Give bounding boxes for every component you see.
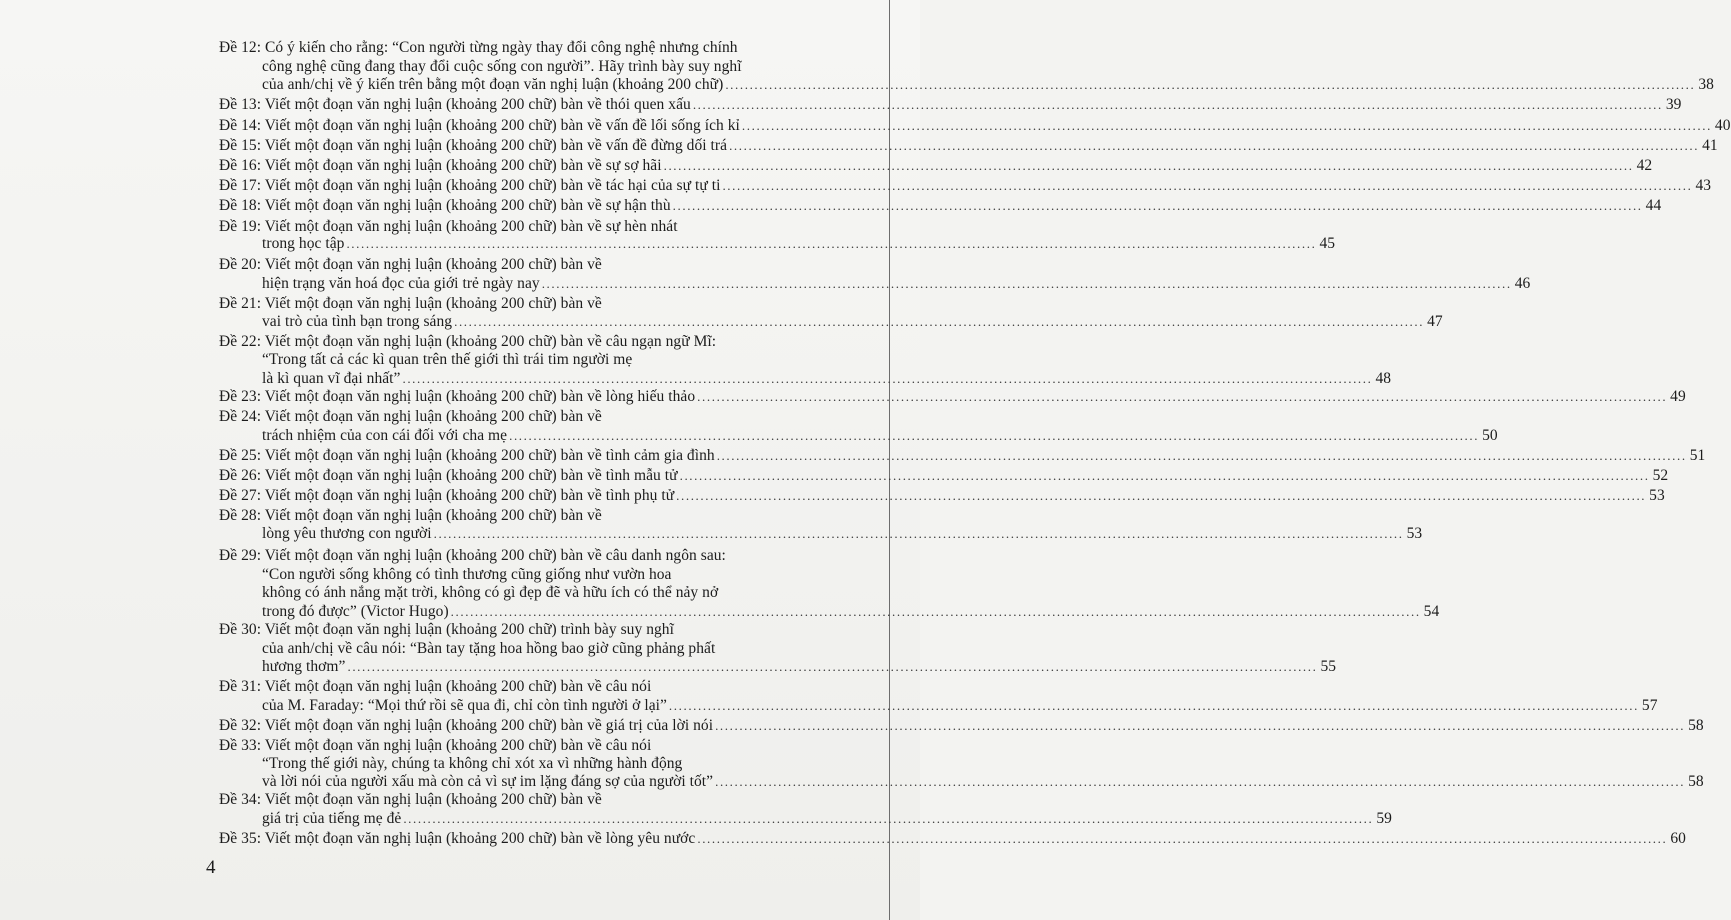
toc-entry-line: Đề 31: Viết một đoạn văn nghị luận (khoảng 200 chữ) bàn về câu nói [219, 678, 652, 695]
toc-entry-title: Đề 26: Viết một đoạn văn nghị luận (khoảng 200 chữ) bàn về tình mẫu tử [219, 467, 678, 484]
dot-leader: ........................................................................................................................................................................................................ [692, 97, 1663, 112]
dot-leader: ........................................................................................................................................................................................................ [715, 774, 1686, 789]
dot-leader: ........................................................................................................................................................................................................ [672, 198, 1643, 213]
page-number: 4 [206, 857, 216, 878]
toc-entry-row[interactable] [219, 388, 1686, 406]
toc-entry-row[interactable] [262, 76, 1714, 94]
toc-page-number: 53 [1649, 487, 1665, 504]
dot-leader: ........................................................................................................................................................................................................ [725, 77, 1696, 92]
dot-leader: ........................................................................................................................................................................................................ [454, 314, 1425, 329]
toc-entry-title: của M. Faraday: “Mọi thứ rồi sẽ qua đi, chỉ còn tình người ở lại” [262, 697, 667, 714]
toc-page-number: 54 [1423, 603, 1440, 620]
dot-leader: ........................................................................................................................................................................................................ [729, 138, 1700, 153]
toc-entry-title: Đề 32: Viết một đoạn văn nghị luận (khoảng 200 chữ) bàn về giá trị của lời nói [219, 717, 714, 734]
toc-entry-line: của anh/chị về câu nói: “Bàn tay tặng hoa hồng bao giờ cũng phảng phất [262, 640, 716, 657]
toc-entry-title: Đề 14: Viết một đoạn văn nghị luận (khoảng 200 chữ) bàn về vấn đề lối sống ích kỉ [219, 117, 740, 134]
toc-entry-title: trong đó được” (Victor Hugo) [262, 603, 449, 620]
dot-leader: ........................................................................................................................................................................................................ [741, 118, 1712, 133]
toc-entry-row[interactable] [262, 370, 1392, 388]
dot-leader: ........................................................................................................................................................................................................ [403, 811, 1374, 826]
dot-leader: ........................................................................................................................................................................................................ [433, 526, 1404, 541]
toc-page-number: 40 [1714, 117, 1731, 134]
toc-entry-title: Đề 27: Viết một đoạn văn nghị luận (khoảng 200 chữ) bàn về tình phụ tử [219, 487, 675, 504]
toc-page-number: 38 [1698, 76, 1714, 93]
dot-leader: ........................................................................................................................................................................................................ [509, 428, 1480, 443]
toc-entry-row[interactable] [262, 275, 1531, 293]
toc-entry-line: Đề 33: Viết một đoạn văn nghị luận (khoảng 200 chữ) bàn về câu nói [219, 737, 652, 754]
toc-entry-row[interactable] [262, 525, 1423, 543]
toc-entry-row[interactable] [262, 427, 1498, 445]
toc-entry-line: Đề 20: Viết một đoạn văn nghị luận (khoảng 200 chữ) bàn về [219, 256, 602, 273]
toc-page-number: 39 [1665, 96, 1682, 113]
dot-leader: ........................................................................................................................................................................................................ [679, 468, 1650, 483]
toc-entry-line: Đề 24: Viết một đoạn văn nghị luận (khoảng 200 chữ) bàn về [219, 408, 602, 425]
toc-entry-title: và lời nói của người xấu mà còn cả vì sự im lặng đáng sợ của người tốt” [262, 773, 714, 790]
toc-entry-line: “Con người sống không có tình thương cũng giống như vườn hoa [262, 566, 672, 583]
toc-page-number: 49 [1670, 388, 1686, 405]
dot-leader: ........................................................................................................................................................................................................ [347, 659, 1318, 674]
toc-entry-title: Đề 18: Viết một đoạn văn nghị luận (khoảng 200 chữ) bàn về sự hận thù [219, 197, 671, 214]
dot-leader: ........................................................................................................................................................................................................ [697, 831, 1668, 846]
toc-page-number: 45 [1319, 235, 1336, 252]
toc-entry-row[interactable] [262, 697, 1658, 715]
toc-entry-row[interactable] [219, 96, 1682, 114]
toc-entry-line: Đề 34: Viết một đoạn văn nghị luận (khoảng 200 chữ) bàn về [219, 791, 602, 808]
toc-entry-row[interactable] [262, 773, 1704, 791]
toc-page-number: 55 [1320, 658, 1337, 675]
toc-page-number: 60 [1670, 830, 1686, 847]
toc-entry-title: lòng yêu thương con người [262, 525, 432, 542]
toc-entry-title: trong học tập [262, 235, 345, 252]
toc-entry-row[interactable] [262, 603, 1440, 621]
toc-page-number: 43 [1695, 177, 1712, 194]
toc-entry-line: “Trong tất cả các kì quan trên thế giới thì trái tim người mẹ [262, 351, 633, 368]
dot-leader: ........................................................................................................................................................................................................ [346, 236, 1317, 251]
toc-entry-title: là kì quan vĩ đại nhất” [262, 370, 401, 387]
toc-entry-line: Đề 29: Viết một đoạn văn nghị luận (khoảng 200 chữ) bàn về câu danh ngôn sau: [219, 547, 726, 564]
toc-page-number: 58 [1688, 717, 1704, 734]
toc-page-number: 42 [1636, 157, 1653, 174]
toc-entry-line: Đề 21: Viết một đoạn văn nghị luận (khoảng 200 chữ) bàn về [219, 295, 602, 312]
toc-entry-title: Đề 17: Viết một đoạn văn nghị luận (khoảng 200 chữ) bàn về tác hại của sự tự ti [219, 177, 721, 194]
toc-entry-row[interactable] [219, 177, 1712, 195]
toc-entry-title: vai trò của tình bạn trong sáng [262, 313, 453, 330]
toc-page-number: 58 [1688, 773, 1704, 790]
toc-entry-line: Đề 19: Viết một đoạn văn nghị luận (khoảng 200 chữ) bàn về sự hèn nhát [219, 218, 678, 235]
toc-entry-row[interactable] [219, 117, 1731, 135]
toc-entry-title: Đề 16: Viết một đoạn văn nghị luận (khoảng 200 chữ) bàn về sự sợ hãi [219, 157, 662, 174]
toc-entry-row[interactable] [219, 157, 1653, 175]
dot-leader: ........................................................................................................................................................................................................ [402, 371, 1373, 386]
toc-entry-line: không có ánh nắng mặt trời, không có gì đẹp đẽ và hữu ích có thể nảy nở [262, 584, 719, 601]
dot-leader: ........................................................................................................................................................................................................ [668, 698, 1639, 713]
toc-entry-row[interactable] [262, 235, 1336, 253]
dot-leader: ........................................................................................................................................................................................................ [697, 389, 1668, 404]
toc-page-number: 46 [1514, 275, 1531, 292]
toc-page-number: 59 [1376, 810, 1392, 827]
dot-leader: ........................................................................................................................................................................................................ [541, 276, 1512, 291]
toc-page-number: 47 [1427, 313, 1443, 330]
toc-entry-line: “Trong thế giới này, chúng ta không chỉ xót xa vì những hành động [262, 755, 683, 772]
toc-entry-row[interactable] [262, 313, 1443, 331]
toc-entry-title: của anh/chị về ý kiến trên bằng một đoạn văn nghị luận (khoảng 200 chữ) [262, 76, 724, 93]
toc-page-number: 51 [1689, 447, 1706, 464]
toc-entry-line: công nghệ cũng đang thay đổi cuộc sống con người”. Hãy trình bày suy nghĩ [262, 58, 742, 75]
dot-leader: ........................................................................................................................................................................................................ [715, 718, 1686, 733]
toc-page-number: 53 [1406, 525, 1423, 542]
dot-leader: ........................................................................................................................................................................................................ [722, 178, 1693, 193]
toc-entry-row[interactable] [219, 447, 1706, 465]
toc-entry-row[interactable] [219, 487, 1665, 505]
dot-leader: ........................................................................................................................................................................................................ [716, 448, 1687, 463]
toc-entry-line: Đề 30: Viết một đoạn văn nghị luận (khoảng 200 chữ) trình bày suy nghĩ [219, 621, 674, 638]
toc-entry-title: giá trị của tiếng mẹ đẻ [262, 810, 402, 827]
toc-entry-title: Đề 23: Viết một đoạn văn nghị luận (khoảng 200 chữ) bàn về lòng hiếu thảo [219, 388, 696, 405]
toc-entry-row[interactable] [219, 197, 1662, 215]
toc-entry-line: Đề 22: Viết một đoạn văn nghị luận (khoảng 200 chữ) bàn về câu ngạn ngữ Mĩ: [219, 333, 717, 350]
toc-entry-title: Đề 15: Viết một đoạn văn nghị luận (khoảng 200 chữ) bàn về vấn đề đừng dối trá [219, 137, 728, 154]
toc-entry-row[interactable] [262, 810, 1392, 828]
toc-entry-row[interactable] [262, 658, 1337, 676]
toc-page-number: 48 [1375, 370, 1392, 387]
toc-entry-row[interactable] [219, 830, 1686, 848]
toc-entry-line: Đề 28: Viết một đoạn văn nghị luận (khoảng 200 chữ) bàn về [219, 507, 602, 524]
toc-page-number: 52 [1652, 467, 1669, 484]
toc-page-number: 41 [1702, 137, 1718, 154]
toc-entry-title: trách nhiệm của con cái đối với cha mẹ [262, 427, 508, 444]
toc-page-number: 57 [1641, 697, 1658, 714]
toc-entry-title: Đề 35: Viết một đoạn văn nghị luận (khoảng 200 chữ) bàn về lòng yêu nước [219, 830, 696, 847]
toc-page-number: 50 [1482, 427, 1498, 444]
toc-entry-title: hương thơm” [262, 658, 346, 675]
dot-leader: ........................................................................................................................................................................................................ [663, 158, 1634, 173]
toc-entry-line: Đề 12: Có ý kiến cho rằng: “Con người từng ngày thay đổi công nghệ nhưng chính [219, 39, 738, 56]
toc-entry-title: hiện trạng văn hoá đọc của giới trẻ ngày nay [262, 275, 540, 292]
toc-entry-row[interactable] [219, 137, 1718, 155]
dot-leader: ........................................................................................................................................................................................................ [450, 604, 1421, 619]
toc-entry-title: Đề 25: Viết một đoạn văn nghị luận (khoảng 200 chữ) bàn về tình cảm gia đình [219, 447, 715, 464]
toc-entry-row[interactable] [219, 467, 1669, 485]
toc-entry-title: Đề 13: Viết một đoạn văn nghị luận (khoảng 200 chữ) bàn về thói quen xấu [219, 96, 691, 113]
toc-page-number: 44 [1645, 197, 1662, 214]
toc-entry-row[interactable] [219, 717, 1704, 735]
dot-leader: ........................................................................................................................................................................................................ [676, 488, 1647, 503]
